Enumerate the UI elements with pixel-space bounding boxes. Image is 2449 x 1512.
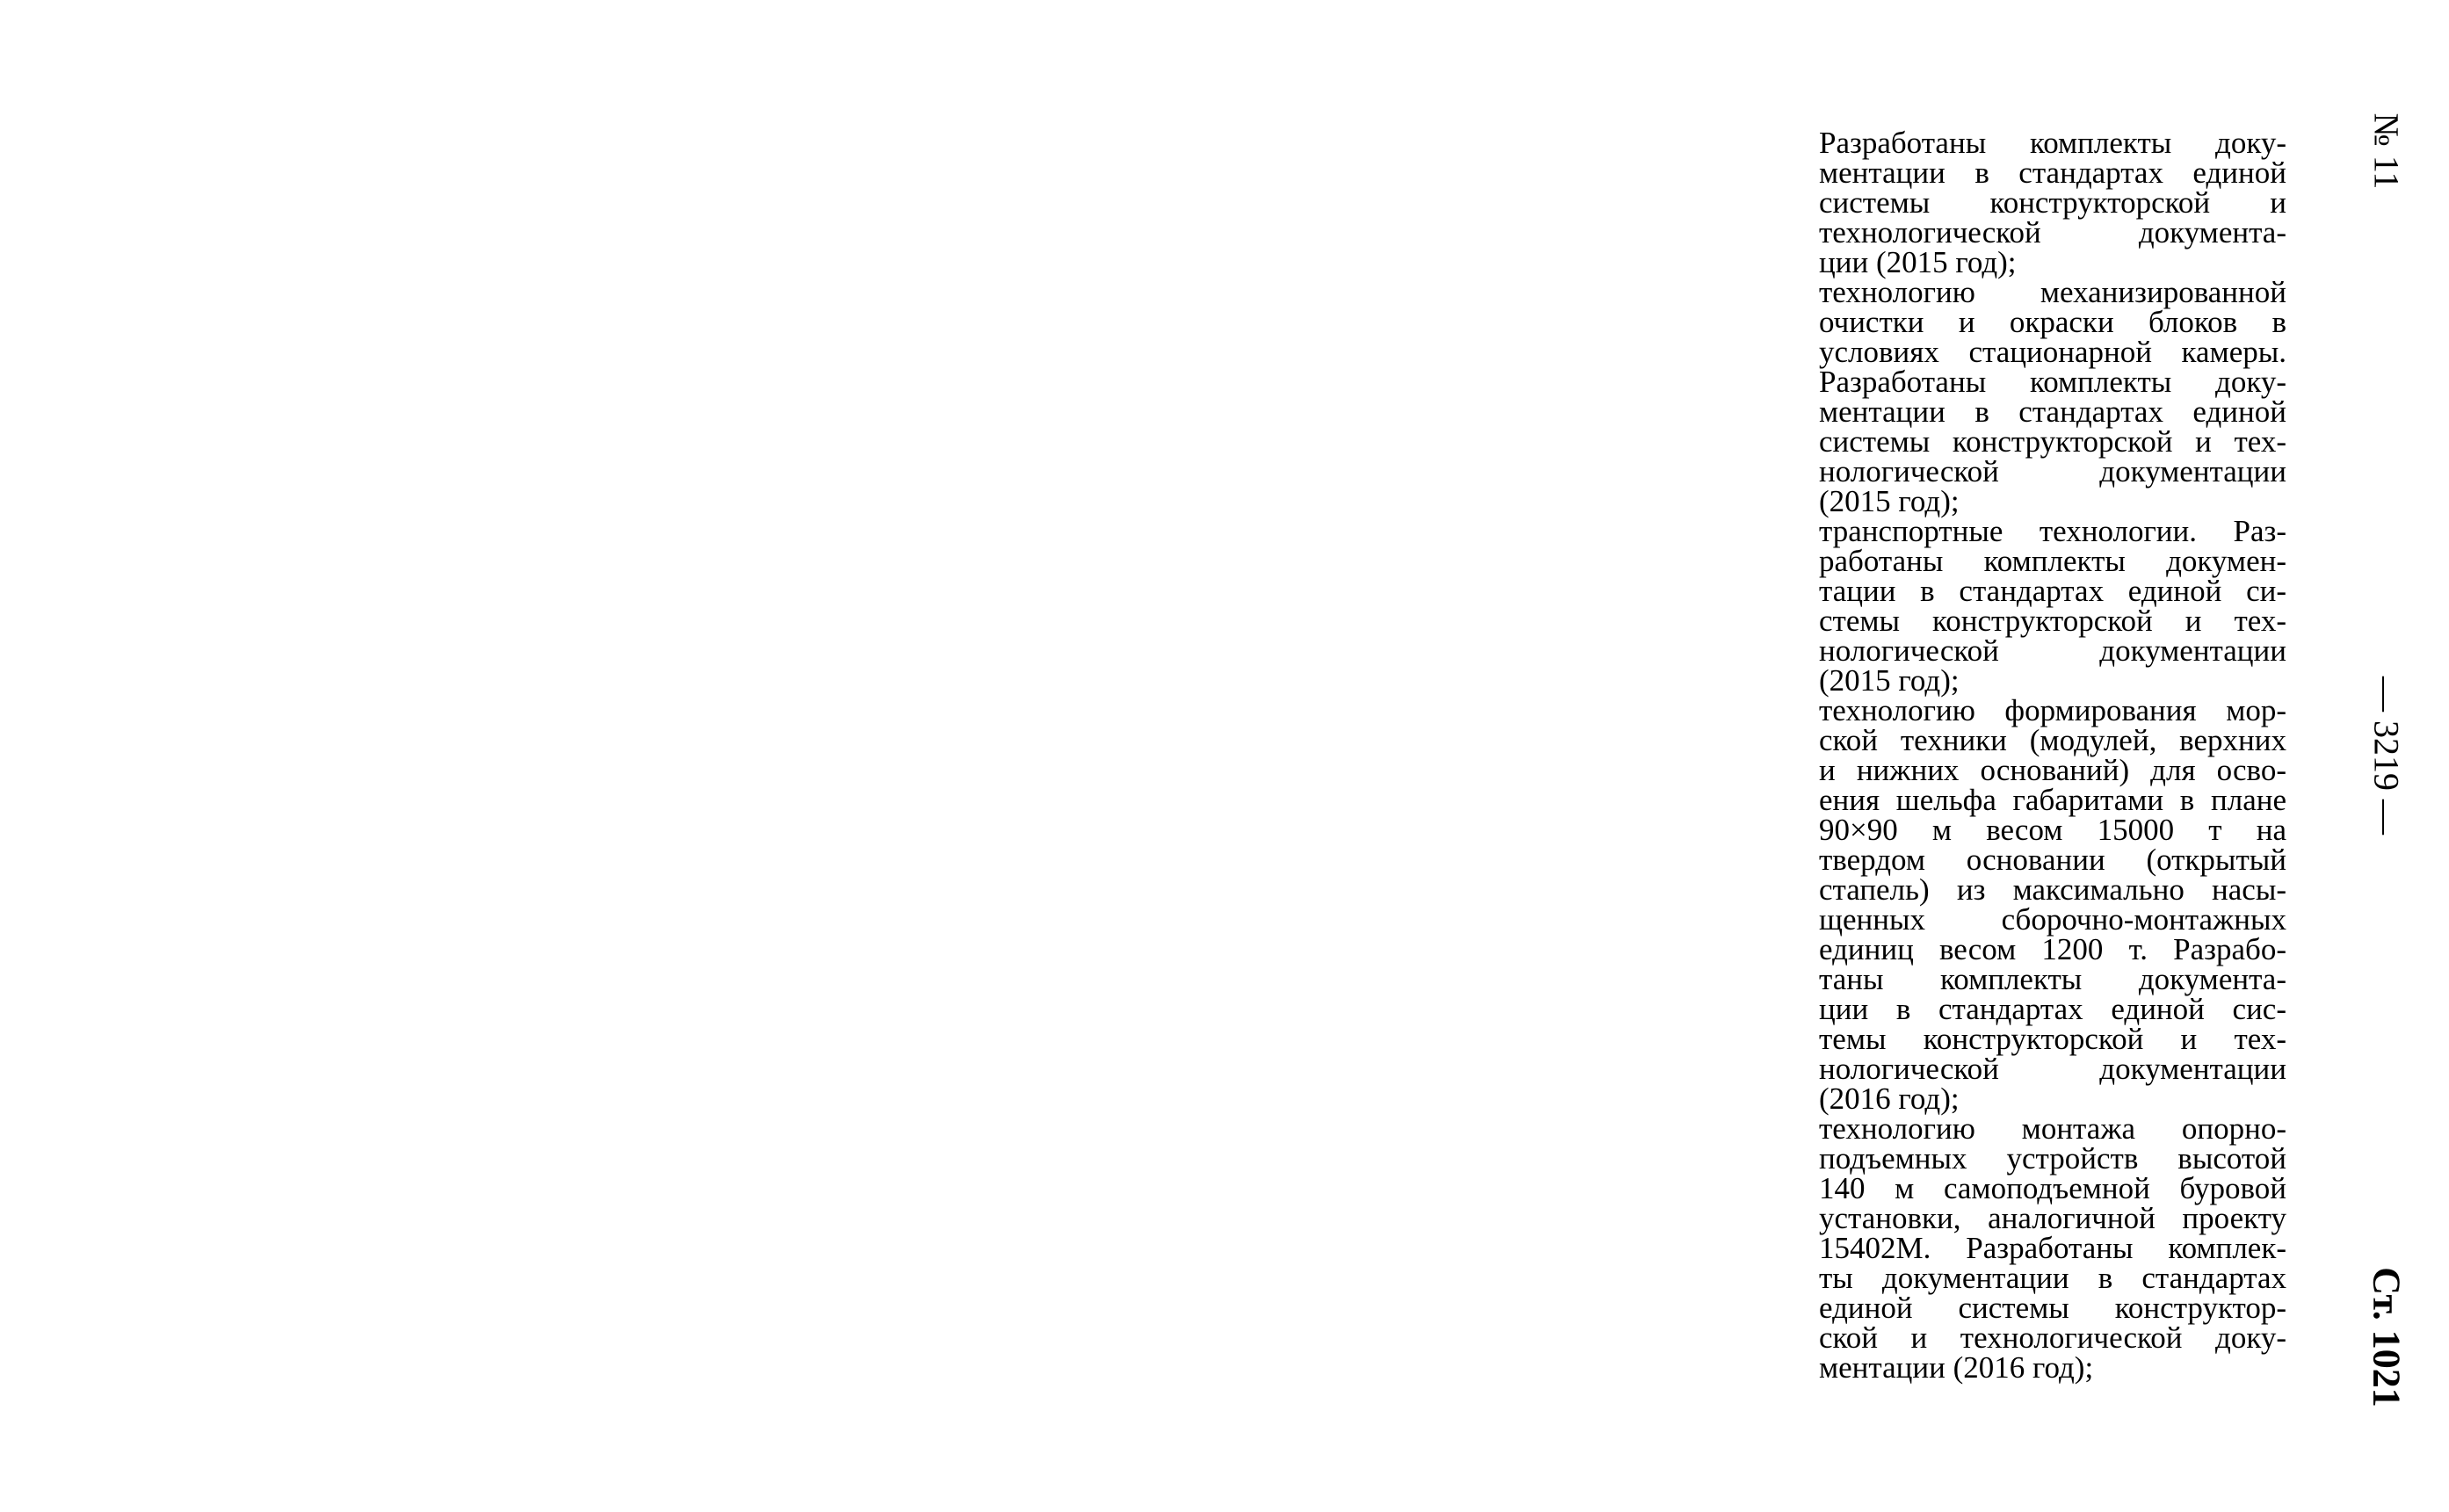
text-line-22: и нижних оснований) для осво- (1819, 753, 2286, 787)
text-line-39: ты документации в стандартах (1819, 1261, 2286, 1295)
text-line-2: ментации в стандартах единой (1819, 156, 2286, 190)
text-line-24: 90×90 м весом 15000 т на (1819, 813, 2286, 847)
text-line-4: технологической документа- (1819, 215, 2286, 250)
text-line-27: щенных сборочно-монтажных (1819, 902, 2286, 937)
text-line-10: ментации в стандартах единой (1819, 394, 2286, 429)
text-line-40: единой системы конструктор- (1819, 1291, 2286, 1325)
text-line-42: ментации (2016 год); (1819, 1350, 2094, 1385)
text-line-38: 15402М. Разработаны комплек- (1819, 1231, 2286, 1265)
text-line-32: нологической документации (1819, 1052, 2286, 1086)
text-line-28: единиц весом 1200 т. Разрабо- (1819, 932, 2286, 966)
law-number: — 3219 — (2366, 676, 2407, 835)
text-line-12: нологической документации (1819, 454, 2286, 488)
text-line-11: системы конструкторской и тех- (1819, 424, 2286, 459)
text-line-29: таны комплекты документа- (1819, 962, 2286, 996)
text-line-30: ции в стандартах единой сис- (1819, 992, 2286, 1026)
text-line-35: подъемных устройств высотой (1819, 1141, 2286, 1176)
text-line-41: ской и технологической доку- (1819, 1320, 2286, 1355)
text-line-3: системы конструкторской и (1819, 185, 2286, 220)
article-number: Ст. 1021 (2365, 1267, 2409, 1407)
text-line-13: (2015 год); (1819, 484, 1960, 518)
text-line-9: Разработаны комплекты доку- (1819, 365, 2286, 399)
text-line-21: ской техники (модулей, верхних (1819, 723, 2286, 757)
text-line-36: 140 м самоподъемной буровой (1819, 1171, 2286, 1205)
body-text-column (1819, 128, 2286, 1383)
text-line-6: технологию механизированной (1819, 275, 2286, 309)
text-line-37: установки, аналогичной проекту (1819, 1201, 2286, 1235)
text-line-26: стапель) из максимально насы- (1819, 872, 2286, 907)
text-line-17: стемы конструкторской и тех- (1819, 604, 2286, 638)
text-line-33: (2016 год); (1819, 1082, 1960, 1116)
text-line-20: технологию формирования мор- (1819, 693, 2286, 727)
issue-number: № 11 (2366, 112, 2407, 190)
text-line-34: технологию монтажа опорно- (1819, 1111, 2286, 1146)
text-line-16: тации в стандартах единой си- (1819, 574, 2286, 608)
text-line-8: условиях стационарной камеры. (1819, 335, 2286, 369)
text-line-19: (2015 год); (1819, 663, 1960, 698)
text-line-25: твердом основании (открытый (1819, 843, 2286, 877)
text-line-18: нологической документации (1819, 633, 2286, 668)
text-line-7: очистки и окраски блоков в (1819, 305, 2286, 339)
text-line-31: темы конструкторской и тех- (1819, 1022, 2286, 1056)
text-line-1: Разработаны комплекты доку- (1819, 126, 2286, 160)
text-line-15: работаны комплекты докумен- (1819, 544, 2286, 578)
text-line-14: транспортные технологии. Раз- (1819, 514, 2286, 548)
text-line-23: ения шельфа габаритами в плане (1819, 783, 2286, 817)
text-line-5: ции (2015 год); (1819, 245, 2017, 279)
